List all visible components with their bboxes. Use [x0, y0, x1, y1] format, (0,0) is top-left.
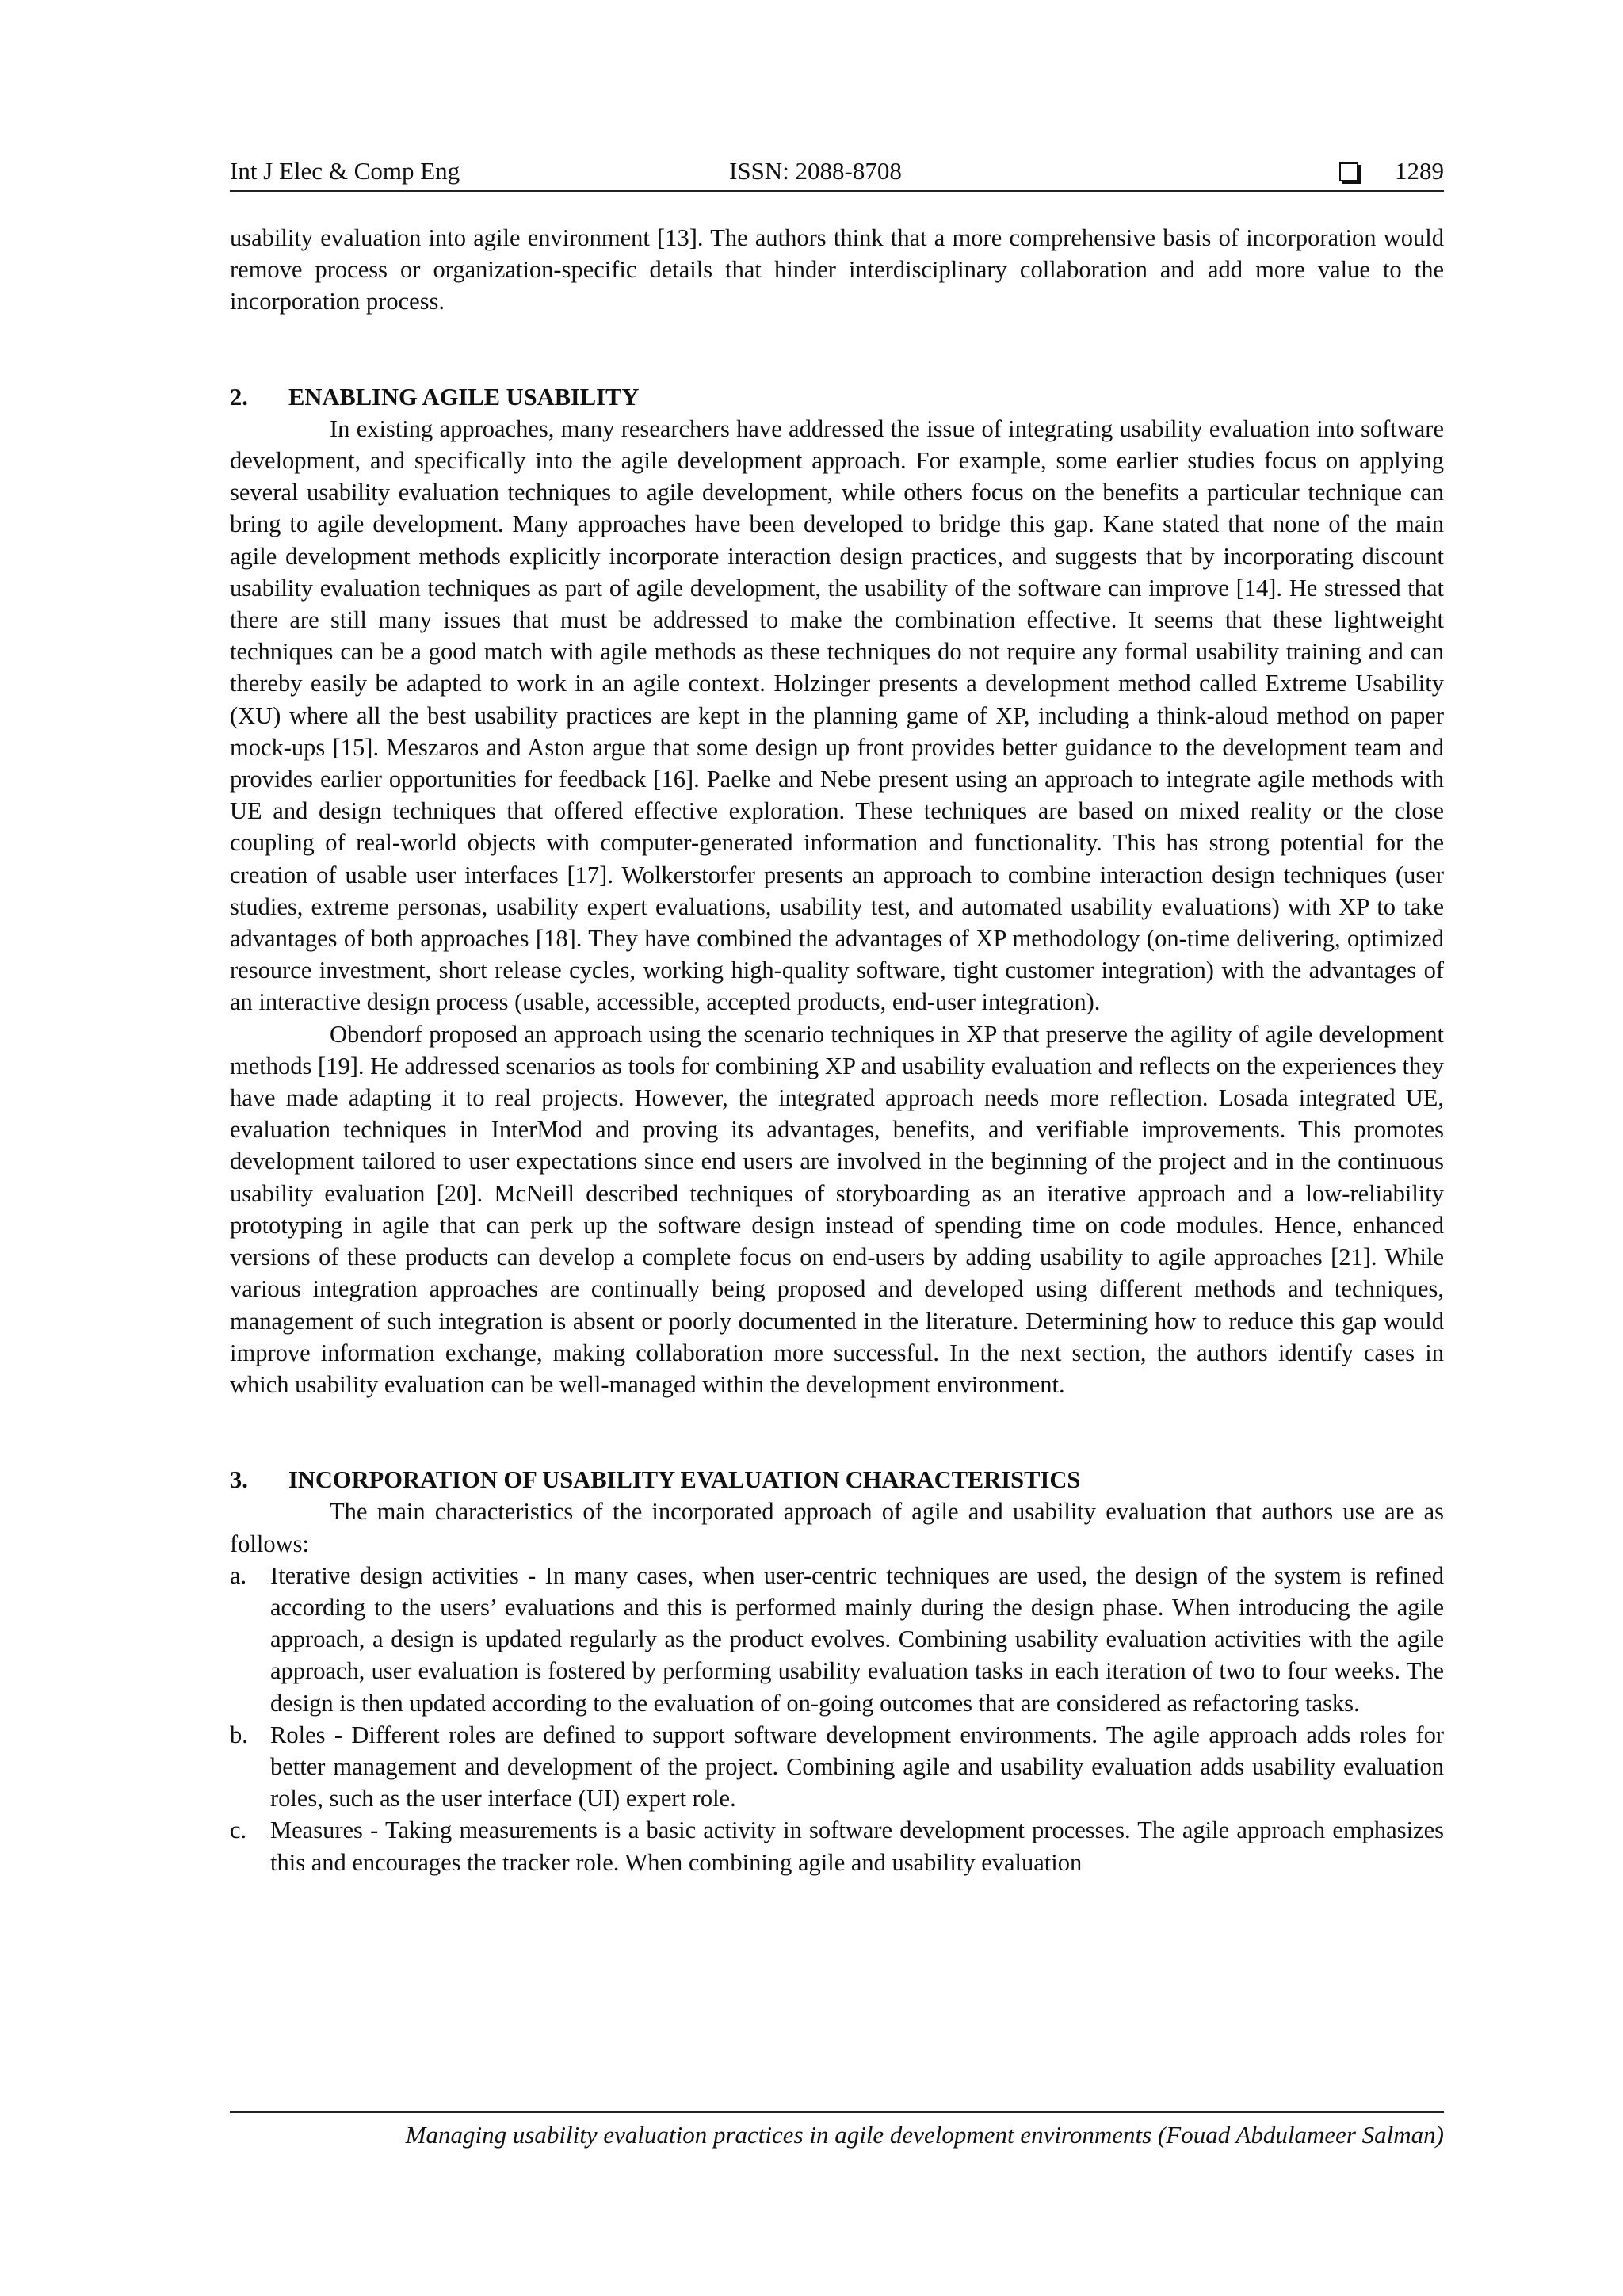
list-item-text: Roles - Different roles are defined to support software development environments. The agile approach adds roles for better management and development of the project. Combining agile and usability evaluation adds usability evaluation roles, such as the user interface (UI) expert role.: [270, 1721, 1444, 1813]
body-text: [230, 222, 1444, 1878]
section-2-title: ENABLING AGILE USABILITY: [288, 383, 640, 411]
running-title: Managing usability evaluation practices in agile development environments (Fouad Abdulameer Salman): [405, 2121, 1444, 2149]
section-2-paragraph: Obendorf proposed an approach using the scenario techniques in XP that preserve the agility of agile development methods [19]. He addressed scenarios as tools for combining XP and usability evaluation and reflects on the experiences they have made adapting it to real projects. However, the integrated approach needs more reflection. Losada integrated UE, evaluation techniques in InterMod and proving its advantages, benefits, and verifiable improvements. This promotes development tailored to user expectations since end users are involved in the beginning of the project and in the continuous usability evaluation [20]. McNeill described techniques of storyboarding as an iterative approach and a low-reliability prototyping in agile that can perk up the software design instead of spending time on code modules. Hence, enhanced versions of these products can develop a complete focus on end-users by adding usability to agile approaches [21]. While various integration approaches are continually being proposed and developed using different methods and techniques, management of such integration is absent or poorly documented in the literature. Determining how to reduce this gap would improve information exchange, making collaboration more successful. In the next section, the authors identify cases in which usability evaluation can be well-managed within the development environment.: [230, 1020, 1444, 1398]
list-marker: a.: [230, 1561, 247, 1589]
section-3-number: 3.: [230, 1466, 248, 1494]
checkbox-square-icon: [1339, 162, 1358, 181]
page-number: 1289: [1395, 157, 1444, 185]
page-header: [230, 155, 1444, 192]
intro-paragraph: usability evaluation into agile environment [13]. The authors think that a more comprehensive basis of incorporation would remove process or organization-specific details that hinder interdisciplinary collaboration and add more value to the incorporation process.: [230, 224, 1444, 315]
list-marker: b.: [230, 1721, 248, 1748]
header-rule: [230, 190, 1444, 192]
section-3-title: INCORPORATION OF USABILITY EVALUATION CHARACTERISTICS: [288, 1466, 1081, 1494]
section-spacer: [230, 1400, 1444, 1464]
section-2-paragraph: In existing approaches, many researchers have addressed the issue of integrating usability evaluation into software development, and specifically into the agile development approach. For example, some earlier studies focus on applying several usability evaluation techniques to agile development, while others focus on the benefits a particular technique can bring to agile development. Many approaches have been developed to bridge this gap. Kane stated that none of the main agile development methods explicitly incorporate interaction design practices, and suggests that by incorporating discount usability evaluation techniques as part of agile development, the usability of the software can improve [14]. He stressed that there are still many issues that must be addressed to make the combination effective. It seems that these lightweight techniques can be a good match with agile methods as these techniques do not require any formal usability training and can thereby easily be adapted to work in an agile context. Holzinger presents a development method called Extreme Usability (XU) where all the best usability practices are kept in the planning game of XP, including a think-aloud method on paper mock-ups [15]. Meszaros and Aston argue that some design up front provides better guidance to the development team and provides earlier opportunities for feedback [16]. Paelke and Nebe present using an approach to integrate agile methods with UE and design techniques that offered effective exploration. These techniques are based on mixed reality or the close coupling of real-world objects with computer-generated information and functionality. This has strong potential for the creation of usable user interfaces [17]. Wolkerstorfer presents an approach to combine interaction design techniques (user studies, extreme personas, usability expert evaluations, usability test, and automated usability evaluations) with XP to take advantages of both approaches [18]. They have combined the advantages of XP methodology (on-time delivering, optimized resource investment, short release cycles, working high-quality software, tight customer integration) with the advantages of an interactive design process (usable, accessible, accepted products, end-user integration).: [230, 415, 1444, 1016]
section-3-heading: [230, 1464, 1444, 1496]
issn-label: ISSN: 2088-8708: [729, 157, 902, 185]
section-3-intro: The main characteristics of the incorporated approach of agile and usability evaluation that authors use are as follows:: [230, 1498, 1444, 1557]
section-spacer: [230, 318, 1444, 381]
list-item: [230, 1560, 1444, 1719]
list-item-text: Iterative design activities - In many cases, when user-centric techniques are used, the design of the system is refined according to the users’ evaluations and this is performed mainly during the design phase. When introducing the agile approach, a design is updated regularly as the product evolves. Combining usability evaluation activities with the agile approach, user evaluation is fostered by performing usability evaluation tasks in each iteration of two to four weeks. The design is then updated according to the evaluation of on-going outcomes that are considered as refactoring tasks.: [270, 1561, 1444, 1717]
list-item: [230, 1814, 1444, 1878]
list-item-text: Measures - Taking measurements is a basic activity in software development processes. The agile approach emphasizes this and encourages the tracker role. When combining agile and usability evaluation: [270, 1817, 1444, 1876]
page-footer: [230, 2111, 1444, 2151]
paper-page: [230, 0, 1444, 2296]
characteristics-list: [230, 1560, 1444, 1878]
list-item: [230, 1719, 1444, 1815]
journal-name: Int J Elec & Comp Eng: [230, 157, 460, 185]
section-2-heading: [230, 381, 1444, 413]
section-2-number: 2.: [230, 383, 248, 411]
list-marker: c.: [230, 1817, 247, 1844]
page-number-group: [1339, 155, 1444, 187]
